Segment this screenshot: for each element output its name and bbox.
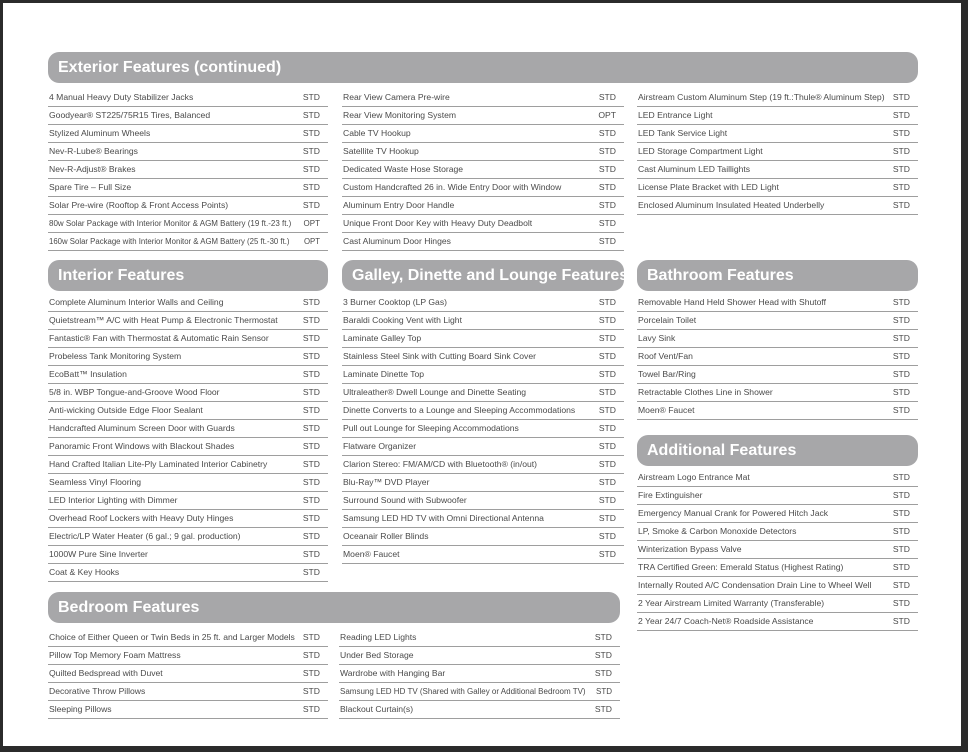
feature-label: Under Bed Storage: [340, 650, 414, 660]
feature-row: [48, 233, 328, 251]
feature-availability: STD: [302, 369, 320, 379]
feature-label: Blu-Ray™ DVD Player: [343, 477, 430, 487]
bathroom-features-section: [637, 260, 918, 420]
feature-availability: STD: [598, 92, 616, 102]
feature-row: [48, 456, 328, 474]
feature-row: [342, 546, 624, 564]
feature-label: Fire Extinguisher: [638, 490, 703, 500]
feature-row: [637, 143, 918, 161]
feature-label: Overhead Roof Lockers with Heavy Duty Hinges: [49, 513, 234, 523]
feature-row: [637, 469, 918, 487]
feature-availability: STD: [892, 490, 910, 500]
feature-label: Airstream Custom Aluminum Step (19 ft.:Thule® Aluminum Step): [638, 92, 885, 102]
feature-row: [637, 402, 918, 420]
feature-label: Unique Front Door Key with Heavy Duty Deadbolt: [343, 218, 533, 228]
feature-label: License Plate Bracket with LED Light: [638, 182, 779, 192]
feature-label: Decorative Throw Pillows: [49, 686, 146, 696]
feature-label: 1000W Pure Sine Inverter: [49, 549, 148, 559]
feature-row: [342, 312, 624, 330]
feature-row: [48, 474, 328, 492]
feature-row: [637, 505, 918, 523]
feature-label: Aluminum Entry Door Handle: [343, 200, 455, 210]
feature-availability: STD: [302, 686, 320, 696]
feature-label: Nev-R-Adjust® Brakes: [49, 164, 136, 174]
feature-row: [339, 665, 620, 683]
feature-availability: OPT: [303, 219, 320, 228]
feature-availability: STD: [594, 650, 612, 660]
feature-label: Flatware Organizer: [343, 441, 417, 451]
feature-row: [637, 125, 918, 143]
feature-availability: STD: [598, 182, 616, 192]
feature-row: [48, 294, 328, 312]
feature-label: Pull out Lounge for Sleeping Accommodations: [343, 423, 519, 433]
feature-availability: STD: [302, 441, 320, 451]
feature-row: [48, 647, 328, 665]
feature-label: Retractable Clothes Line in Shower: [638, 387, 773, 397]
feature-row: [48, 564, 328, 582]
feature-row: [48, 384, 328, 402]
feature-availability: STD: [598, 128, 616, 138]
bathroom-features-header: Bathroom Features: [637, 260, 918, 291]
feature-label: Rear View Camera Pre-wire: [343, 92, 450, 102]
feature-label: Ultraleather® Dwell Lounge and Dinette Seating: [343, 387, 527, 397]
feature-row: [637, 613, 918, 631]
feature-row: [342, 528, 624, 546]
feature-row: [342, 330, 624, 348]
feature-label: Lavy Sink: [638, 333, 676, 343]
feature-row: [637, 487, 918, 505]
feature-row: [48, 683, 328, 701]
feature-row: [48, 528, 328, 546]
feature-label: Baraldi Cooking Vent with Light: [343, 315, 462, 325]
feature-availability: STD: [892, 616, 910, 626]
feature-label: Satellite TV Hookup: [343, 146, 419, 156]
feature-label: Wardrobe with Hanging Bar: [340, 668, 446, 678]
feature-label: Laminate Galley Top: [343, 333, 422, 343]
feature-row: [48, 402, 328, 420]
feature-label: Choice of Either Queen or Twin Beds in 25 ft. and Larger Models: [49, 632, 295, 642]
feature-row: [637, 384, 918, 402]
feature-availability: STD: [302, 387, 320, 397]
feature-label: Samsung LED HD TV with Omni Directional Antenna: [343, 513, 544, 523]
feature-availability: STD: [892, 369, 910, 379]
feature-availability: STD: [598, 441, 616, 451]
feature-label: LED Entrance Light: [638, 110, 713, 120]
feature-availability: STD: [302, 567, 320, 577]
interior-features-list: [48, 294, 328, 582]
feature-row: [637, 179, 918, 197]
feature-row: [637, 161, 918, 179]
feature-row: [637, 197, 918, 215]
feature-availability: STD: [594, 704, 612, 714]
feature-row: [637, 366, 918, 384]
feature-label: TRA Certified Green: Emerald Status (Highest Rating): [638, 562, 844, 572]
additional-features-section: [637, 435, 918, 631]
feature-label: Complete Aluminum Interior Walls and Ceiling: [49, 297, 224, 307]
feature-availability: STD: [302, 668, 320, 678]
feature-label: Moen® Faucet: [638, 405, 695, 415]
feature-sheet-page: [3, 3, 961, 746]
galley-features-section: [342, 260, 629, 564]
feature-row: [342, 348, 624, 366]
feature-availability: STD: [302, 632, 320, 642]
feature-availability: STD: [598, 297, 616, 307]
feature-availability: STD: [892, 333, 910, 343]
feature-availability: STD: [596, 687, 612, 696]
feature-availability: STD: [892, 544, 910, 554]
feature-label: Samsung LED HD TV (Shared with Galley or Additional Bedroom TV): [340, 687, 586, 696]
additional-features-header: Additional Features: [637, 435, 918, 466]
feature-availability: STD: [892, 182, 910, 192]
feature-availability: STD: [598, 423, 616, 433]
feature-availability: STD: [302, 182, 320, 192]
feature-availability: STD: [598, 387, 616, 397]
interior-features-section: [48, 260, 328, 582]
feature-availability: STD: [598, 495, 616, 505]
galley-features-header: Galley, Dinette and Lounge Features: [342, 260, 624, 291]
feature-label: Probeless Tank Monitoring System: [49, 351, 182, 361]
feature-availability: STD: [594, 632, 612, 642]
feature-label: Oceanair Roller Blinds: [343, 531, 429, 541]
feature-label: EcoBatt™ Insulation: [49, 369, 127, 379]
feature-label: Rear View Monitoring System: [343, 110, 457, 120]
feature-label: Spare Tire – Full Size: [49, 182, 132, 192]
feature-availability: STD: [302, 200, 320, 210]
feature-label: Clarion Stereo: FM/AM/CD with Bluetooth® (in/out): [343, 459, 538, 469]
feature-row: [637, 559, 918, 577]
bedroom-features-section: [48, 592, 620, 623]
bedroom-features-header: Bedroom Features: [48, 592, 620, 623]
feature-availability: STD: [598, 200, 616, 210]
feature-availability: STD: [892, 580, 910, 590]
feature-availability: STD: [892, 297, 910, 307]
feature-availability: STD: [302, 351, 320, 361]
feature-row: [342, 402, 624, 420]
feature-label: Solar Pre-wire (Rooftop & Front Access Points): [49, 200, 229, 210]
feature-availability: OPT: [303, 237, 320, 246]
feature-row: [342, 438, 624, 456]
feature-label: Stylized Aluminum Wheels: [49, 128, 151, 138]
feature-availability: STD: [892, 110, 910, 120]
feature-availability: STD: [302, 405, 320, 415]
feature-label: Handcrafted Aluminum Screen Door with Guards: [49, 423, 235, 433]
feature-label: Winterization Bypass Valve: [638, 544, 742, 554]
feature-label: 5/8 in. WBP Tongue-and-Groove Wood Floor: [49, 387, 220, 397]
feature-availability: STD: [892, 128, 910, 138]
bathroom-features-list: [637, 294, 918, 420]
feature-label: Dedicated Waste Hose Storage: [343, 164, 464, 174]
feature-label: Enclosed Aluminum Insulated Heated Underbelly: [638, 200, 825, 210]
feature-label: Custom Handcrafted 26 in. Wide Entry Door with Window: [343, 182, 562, 192]
feature-row: [48, 197, 328, 215]
feature-label: Stainless Steel Sink with Cutting Board Sink Cover: [343, 351, 536, 361]
feature-label: Electric/LP Water Heater (6 gal.; 9 gal. production): [49, 531, 241, 541]
feature-row: [342, 294, 624, 312]
feature-availability: STD: [598, 459, 616, 469]
feature-availability: STD: [598, 164, 616, 174]
feature-availability: STD: [892, 387, 910, 397]
feature-availability: STD: [598, 236, 616, 246]
feature-row: [342, 215, 624, 233]
feature-row: [342, 492, 624, 510]
feature-availability: STD: [598, 369, 616, 379]
feature-row: [342, 474, 624, 492]
feature-row: [48, 629, 328, 647]
feature-availability: STD: [302, 315, 320, 325]
feature-availability: STD: [892, 164, 910, 174]
feature-availability: STD: [302, 128, 320, 138]
feature-row: [48, 701, 328, 719]
feature-row: [48, 215, 328, 233]
feature-label: 80w Solar Package with Interior Monitor & AGM Battery (19 ft.-23 ft.): [49, 219, 292, 228]
feature-row: [637, 294, 918, 312]
feature-label: Reading LED Lights: [340, 632, 417, 642]
interior-features-header: Interior Features: [48, 260, 328, 291]
feature-row: [637, 107, 918, 125]
feature-availability: STD: [892, 146, 910, 156]
feature-label: Goodyear® ST225/75R15 Tires, Balanced: [49, 110, 211, 120]
feature-row: [637, 312, 918, 330]
feature-row: [342, 420, 624, 438]
feature-label: Internally Routed A/C Condensation Drain Line to Wheel Well: [638, 580, 872, 590]
feature-availability: STD: [302, 146, 320, 156]
feature-label: Quietstream™ A/C with Heat Pump & Electronic Thermostat: [49, 315, 278, 325]
feature-availability: STD: [302, 513, 320, 523]
feature-row: [637, 89, 918, 107]
feature-label: Porcelain Toilet: [638, 315, 697, 325]
feature-availability: STD: [598, 549, 616, 559]
feature-row: [48, 143, 328, 161]
feature-row: [637, 348, 918, 366]
feature-availability: STD: [302, 333, 320, 343]
feature-row: [339, 701, 620, 719]
feature-availability: STD: [598, 531, 616, 541]
feature-row: [48, 125, 328, 143]
feature-label: 2 Year 24/7 Coach-Net® Roadside Assistance: [638, 616, 814, 626]
feature-availability: STD: [302, 164, 320, 174]
feature-label: Hand Crafted Italian Lite-Ply Laminated Interior Cabinetry: [49, 459, 268, 469]
feature-row: [48, 438, 328, 456]
feature-availability: STD: [892, 508, 910, 518]
feature-row: [48, 161, 328, 179]
feature-label: LP, Smoke & Carbon Monoxide Detectors: [638, 526, 797, 536]
feature-row: [342, 161, 624, 179]
feature-label: LED Storage Compartment Light: [638, 146, 763, 156]
feature-row: [48, 665, 328, 683]
feature-label: Blackout Curtain(s): [340, 704, 414, 714]
feature-row: [48, 312, 328, 330]
feature-label: 3 Burner Cooktop (LP Gas): [343, 297, 447, 307]
feature-availability: STD: [302, 549, 320, 559]
feature-label: 2 Year Airstream Limited Warranty (Transferable): [638, 598, 825, 608]
feature-availability: STD: [598, 405, 616, 415]
feature-label: Emergency Manual Crank for Powered Hitch Jack: [638, 508, 829, 518]
feature-row: [342, 456, 624, 474]
feature-availability: STD: [302, 423, 320, 433]
feature-label: LED Interior Lighting with Dimmer: [49, 495, 178, 505]
feature-row: [342, 89, 624, 107]
exterior-features-column-2: [342, 89, 624, 251]
feature-label: Anti-wicking Outside Edge Floor Sealant: [49, 405, 203, 415]
feature-row: [48, 546, 328, 564]
feature-row: [637, 541, 918, 559]
feature-label: Laminate Dinette Top: [343, 369, 425, 379]
feature-availability: STD: [302, 495, 320, 505]
feature-availability: STD: [892, 351, 910, 361]
feature-availability: STD: [892, 315, 910, 325]
feature-label: 4 Manual Heavy Duty Stabilizer Jacks: [49, 92, 194, 102]
feature-row: [637, 595, 918, 613]
feature-label: LED Tank Service Light: [638, 128, 728, 138]
feature-row: [342, 179, 624, 197]
feature-row: [339, 629, 620, 647]
galley-features-list: [342, 294, 624, 564]
feature-row: [339, 647, 620, 665]
feature-row: [48, 366, 328, 384]
feature-row: [48, 420, 328, 438]
feature-row: [48, 510, 328, 528]
exterior-features-section: [48, 52, 918, 83]
feature-row: [342, 125, 624, 143]
bedroom-features-column-1: [48, 629, 328, 719]
feature-label: Surround Sound with Subwoofer: [343, 495, 467, 505]
feature-row: [637, 577, 918, 595]
feature-label: Sleeping Pillows: [49, 704, 112, 714]
feature-label: Cast Aluminum LED Taillights: [638, 164, 751, 174]
feature-label: Coat & Key Hooks: [49, 567, 120, 577]
feature-label: Cast Aluminum Door Hinges: [343, 236, 451, 246]
feature-row: [339, 683, 620, 701]
feature-row: [48, 89, 328, 107]
feature-label: Roof Vent/Fan: [638, 351, 693, 361]
bedroom-features-column-2: [339, 629, 620, 719]
feature-row: [342, 510, 624, 528]
feature-availability: STD: [598, 513, 616, 523]
feature-label: Nev-R-Lube® Bearings: [49, 146, 138, 156]
feature-label: Quilted Bedspread with Duvet: [49, 668, 163, 678]
feature-availability: STD: [594, 668, 612, 678]
feature-availability: STD: [892, 92, 910, 102]
feature-availability: STD: [302, 459, 320, 469]
feature-label: Airstream Logo Entrance Mat: [638, 472, 750, 482]
feature-availability: STD: [892, 598, 910, 608]
feature-label: Cable TV Hookup: [343, 128, 411, 138]
exterior-features-column-1: [48, 89, 328, 251]
feature-availability: STD: [302, 297, 320, 307]
feature-label: 160w Solar Package with Interior Monitor & AGM Battery (25 ft.-30 ft.): [49, 237, 290, 246]
feature-label: Fantastic® Fan with Thermostat & Automatic Rain Sensor: [49, 333, 269, 343]
feature-availability: STD: [598, 218, 616, 228]
feature-availability: STD: [598, 315, 616, 325]
feature-row: [342, 143, 624, 161]
feature-row: [637, 330, 918, 348]
feature-row: [48, 492, 328, 510]
feature-availability: STD: [892, 200, 910, 210]
feature-label: Moen® Faucet: [343, 549, 400, 559]
feature-row: [48, 348, 328, 366]
feature-availability: STD: [302, 477, 320, 487]
feature-row: [342, 107, 624, 125]
feature-row: [48, 330, 328, 348]
feature-label: Seamless Vinyl Flooring: [49, 477, 142, 487]
feature-label: Removable Hand Held Shower Head with Shutoff: [638, 297, 827, 307]
feature-row: [342, 233, 624, 251]
feature-row: [342, 384, 624, 402]
feature-label: Panoramic Front Windows with Blackout Shades: [49, 441, 235, 451]
feature-availability: STD: [892, 562, 910, 572]
feature-availability: STD: [302, 531, 320, 541]
feature-availability: STD: [892, 472, 910, 482]
feature-label: Towel Bar/Ring: [638, 369, 696, 379]
feature-row: [48, 179, 328, 197]
additional-features-list: [637, 469, 918, 631]
exterior-features-header: Exterior Features (continued): [48, 52, 918, 83]
feature-availability: STD: [302, 704, 320, 714]
feature-availability: STD: [892, 526, 910, 536]
feature-availability: STD: [302, 650, 320, 660]
exterior-features-column-3: [637, 89, 918, 215]
feature-availability: STD: [598, 146, 616, 156]
feature-row: [48, 107, 328, 125]
feature-label: Pillow Top Memory Foam Mattress: [49, 650, 181, 660]
feature-row: [342, 366, 624, 384]
feature-availability: STD: [302, 92, 320, 102]
feature-label: Dinette Converts to a Lounge and Sleeping Accommodations: [343, 405, 576, 415]
feature-availability: STD: [598, 351, 616, 361]
feature-availability: STD: [598, 477, 616, 487]
feature-availability: STD: [598, 333, 616, 343]
feature-availability: OPT: [598, 110, 616, 120]
feature-availability: STD: [302, 110, 320, 120]
feature-row: [637, 523, 918, 541]
feature-availability: STD: [892, 405, 910, 415]
feature-row: [342, 197, 624, 215]
